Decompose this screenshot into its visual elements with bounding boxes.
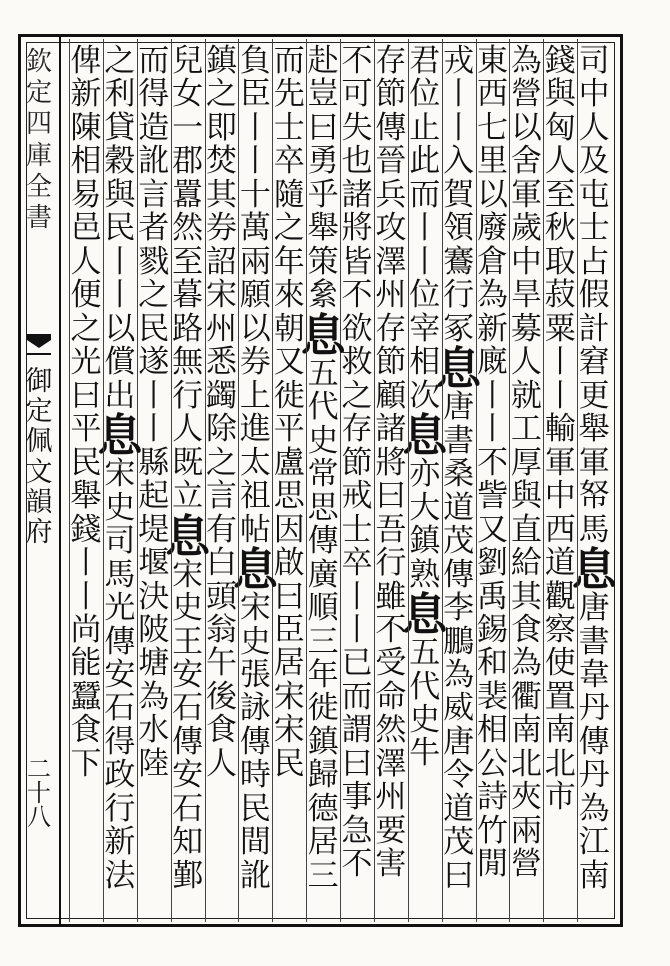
text-column: 赴 豈 曰 勇 乎 舉 策 絫 息 五 代 史 常 思 傳 廣 順 三 年 徙 鎮 歸 德 居 三 [300,43,346,894]
text-column: 兒 女 一 郡 囂 然 至 暮 路 無 行 人 既 立 息 宋 史 王 安 石 傳 安 石 知 鄞 [165,43,211,894]
column-rule [137,39,138,922]
column-rule [408,39,409,922]
column-rule [509,39,510,922]
text-column: 不 可 失 也 諸 將 皆 不 欲 救 之 存 節 戒 士 卒 丨 丨 已 而 謂 曰 事 急 不 [341,43,373,883]
text-column: 存 節 傳 晉 兵 攻 澤 州 存 節 顧 諸 將 曰 吾 行 雖 不 受 命 然 澤 州 要 害 [375,43,407,883]
column-rule [577,39,578,922]
text-column: 之 利 貸 穀 與 民 丨 丨 以 償 出 息 宋 史 司 馬 光 傳 安 石 得 政 行 新 法 [97,43,143,894]
column-rule [306,39,307,922]
text-column: 而 得 造 訛 言 者 戮 之 民 遂 丨 丨 縣 起 堤 堰 決 陂 塘 為 水 陸 [138,43,170,782]
fish-tail-mark-icon [19,327,59,363]
margin-banner [19,37,61,924]
banner-book-series: 欽 定 四 庫 全 書 [25,47,52,233]
column-rule [69,39,70,922]
column-rule [476,39,477,922]
text-column: 鎮 之 即 焚 其 券 詔 宋 州 悉 蠲 除 之 言 有 白 頭 翁 午 後 食 人 [205,43,237,782]
text-column: 君 位 止 此 而 丨 丨 位 宰 相 次 息 亦 大 鎮 熟 息 五 代 史 牛 [402,43,448,772]
column-rule [442,39,443,922]
text-column: 錢 與 匈 人 至 秋 取 菽 粟 丨 丨 輸 軍 中 西 道 觀 察 使 置 南 北 市 [544,43,576,816]
column-rule [103,39,104,922]
column-rule [543,39,544,922]
text-column: 戎 丨 丨 入 賀 領 鶱 行 冢 息 唐 書 桑 道 茂 傳 李 鵬 為 威 唐 令 道 茂 曰 [436,43,482,894]
column-rule [340,39,341,922]
column-rule [374,39,375,922]
page-frame [18,34,623,927]
page-number: 二 十 八 [27,755,51,831]
banner-book-title: 御 定 佩 文 韻 府 [25,366,53,549]
text-column: 而 先 士 卒 隨 之 年 來 朝 又 徙 平 盧 思 因 啟 曰 臣 居 宋 宋 民 [273,43,305,782]
column-rule [272,39,273,922]
column-rule [238,39,239,922]
column-rule [205,39,206,922]
text-column: 東 西 七 里 以 廢 倉 為 新 廐 丨 丨 不 訾 又 劉 禹 錫 和 裴 相 公 詩 竹 閒 [476,43,508,883]
text-column: 俾 新 陳 相 易 邑 人 便 之 光 曰 平 民 舉 錢 丨 丨 尚 能 蠶 食 下 [70,43,102,782]
text-column: 為 營 以 舍 軍 歲 中 旱 募 人 就 工 厚 與 直 給 其 食 為 衢 南 北 夾 兩 營 [510,43,542,883]
text-column: 司 中 人 及 屯 士 占 假 計 窘 更 舉 軍 帑 馬 息 唐 書 韋 丹 傳 丹 為 江 南 [571,43,617,894]
column-rule [171,39,172,922]
text-column: 負 臣 丨 丨 十 萬 兩 願 以 券 上 進 太 祖 帖 息 宋 史 張 詠 傳 時 民 間 訛 [232,43,278,894]
